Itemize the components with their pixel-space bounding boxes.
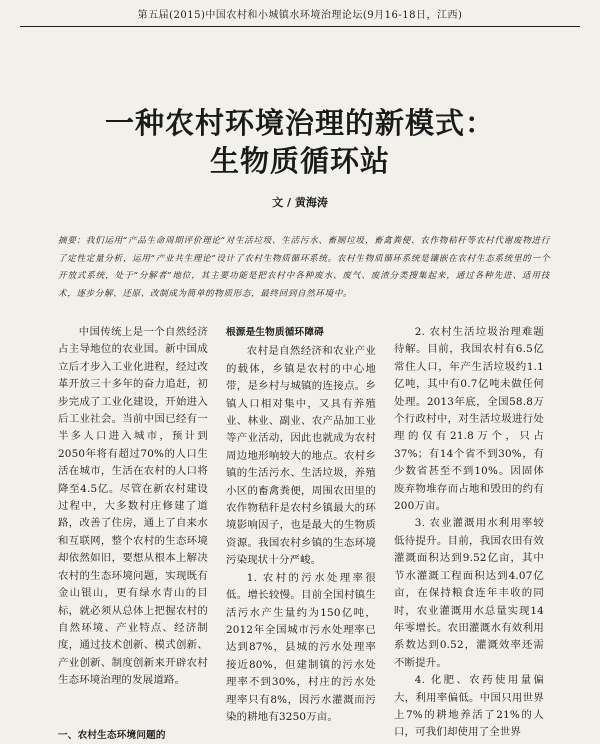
running-header-text: 第五届(2015)中国农村和小城镇水环境治理论坛(9月16-18日，江西) [137, 10, 463, 21]
paragraph: 3. 农业灌溉用水利用率较低待提升。目前，我国农田有效灌溉面积达到9.52亿亩，其中节水灌溉工程面积达到4.07亿亩，在保持粮食连年丰收的同时，农业灌溉用水总量实现14年零增长。农田灌溉水有效利用系数达到0.52，灌溉效率还需不断提升。 [394, 517, 544, 669]
article-title-line1: 一种农村环境治理的新模式： [104, 106, 495, 140]
article-author: 文 / 黄海涛 [272, 196, 328, 209]
section-heading-1-cont: 根源是生物质循环障碍 [226, 327, 324, 338]
article-title-line2: 生物质循环站 [209, 144, 390, 178]
article-title [0, 104, 600, 180]
column-3 [394, 324, 544, 742]
paragraph: 中国传统上是一个自然经济占主导地位的农业国。新中国成立后才步入工业化进程，经过改革开放三十多年的奋力追赶，初步完成了工业化建设，开始进入后工业社会。当前中国已经有一半多人口进入城市，预计到2050年将有超过70%的人口生活在城市，生活在农村的人口将降至4.5亿。尽管在新农村建设过程中，大多数村庄修建了道路，改善了住房，通上了自来水和互联网，整个农村的生态环境却依然如旧，要想从根本上解决农村的生态环境问题，实现既有金山银山，更有绿水青山的目标，就必须从总体上把握农村的自然环境、产业特点、经济制度，通过技术创新、模式创新、产业创新、制度创新来开辟农村生态环境治理的发展道路。 [58, 326, 208, 687]
running-header [20, 6, 580, 27]
paragraph: 4. 化肥、农药使用量偏大，利用率偏低。中国只用世界上7%的耕地养活了21%的人口，可我们却使用了全世界 [394, 674, 544, 739]
paragraph: 1. 农村的污水处理率很低。增长较慢。目前全国村镇生活污水产生量约为150亿吨，2012年全国城市污水处理率已达到87%，县城的污水处理率接近80%，但建制镇的污水处理率不到30%，村庄的污水处理率只有8%，因污水灌溉而污染的耕地有3250万亩。 [226, 571, 376, 723]
paragraph: 2. 农村生活垃圾治理难题待解。目前，我国农村有6.5亿常住人口，年产生活垃圾约1.1亿吨，其中有0.7亿吨未做任何处理。2013年底，全国58.8万个行政村中，对生活垃圾进行处理的仅有21.8万个，只占37%；有14个省不到30%，有少数省甚至不到10%。因固体废弃物堆存而占地和毁田的约有200万亩。 [394, 326, 544, 513]
column-1 [58, 324, 208, 741]
section-heading-1: 一、农村生态环境问题的 [58, 730, 166, 741]
column-2 [226, 324, 376, 726]
article-abstract: 摘要：我们运用“产品生命周期评价理论”对生活垃圾、生活污水、畜厕垃圾、畜禽粪便、农作物秸秆等农村代谢废物进行了定性定量分析，运用“产业共生理论”设计了农村生物质循环系统。农村生物质循环系统是镶嵌在农村生态系统里的一个开放式系统，处于“分解者”地位，其主要功能是把农村中各种废水、废气、废渣分类搜集起来，通过各种先进、适用技术，逐步分解、还原、改制成为简单的物质形态，最终回到自然环境中。 [58, 236, 550, 299]
paragraph: 农村是自然经济和农业产业的载体，乡镇是农村的中心地带，是乡村与城镇的连接点。乡镇人口相对集中，又具有养殖业、林业、副业、农产品加工业等产业活动，因此也就成为农村周边地形响较大的地点。农村乡镇的生活污水、生活垃圾，养殖小区的畜禽粪便，周围农田里的农作物秸秆是农村乡镇最大的环境影响因子，也是最大的生物质资源。我国农村乡镇的生态环境污染现状十分严峻。 [226, 345, 376, 567]
